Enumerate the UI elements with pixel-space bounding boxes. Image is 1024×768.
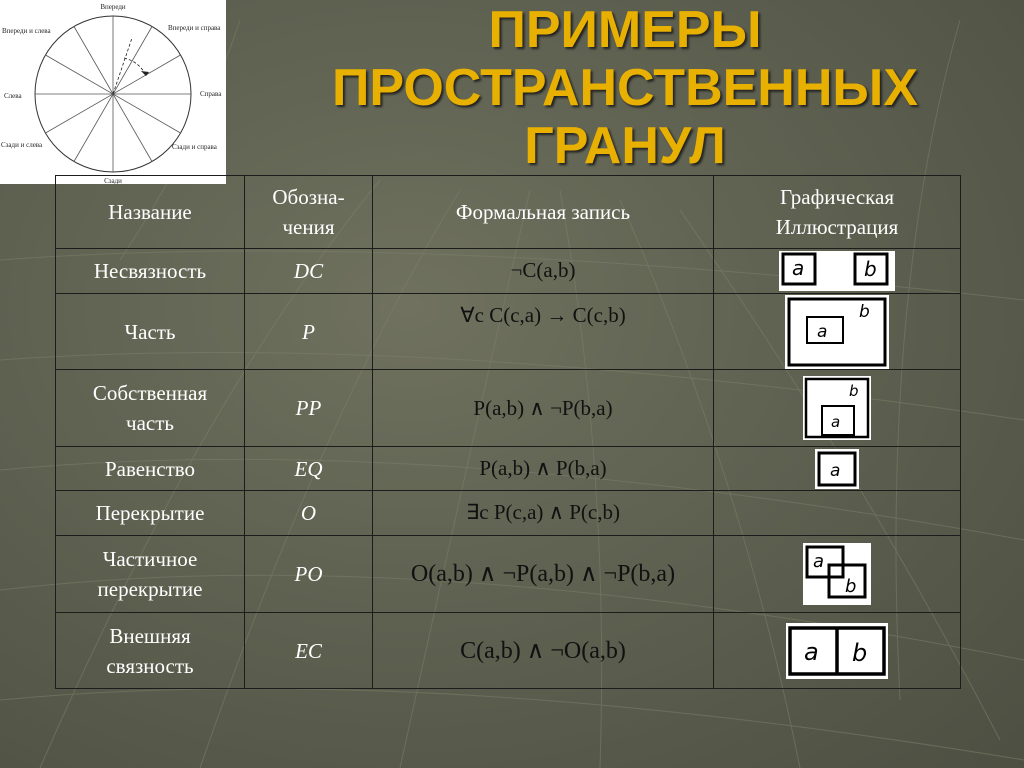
compass-back-left-label: Сзади и слева <box>1 141 43 149</box>
dc-illustration <box>778 249 896 293</box>
row-name: Несвязность <box>56 249 245 294</box>
row-symbol: EC <box>245 613 373 689</box>
row-illustration <box>714 370 961 447</box>
row-symbol: EQ <box>245 447 373 491</box>
p-label-b: b <box>859 301 870 322</box>
title-line-2: ПРОСТРАНСТВЕННЫХ <box>331 59 918 117</box>
row-illustration <box>714 447 961 491</box>
pp-label-a: a <box>831 413 841 431</box>
row-symbol: PO <box>245 536 373 613</box>
row-illustration <box>714 536 961 613</box>
header-graphic <box>714 176 961 249</box>
table-row <box>56 613 961 689</box>
p-illustration <box>785 295 889 369</box>
ec-label-a: a <box>804 637 819 666</box>
row-name: Часть <box>56 294 245 370</box>
row-name-line-2: связность <box>106 653 194 678</box>
row-name-line-1: Частичное <box>102 547 198 571</box>
ec-label-b: b <box>852 638 868 667</box>
header-graphic-line-1: Графическая <box>779 185 895 209</box>
table-row <box>56 536 961 613</box>
title-line-3: ГРАНУЛ <box>524 117 726 175</box>
row-illustration <box>714 294 961 370</box>
row-formula: P(a,b) ∧ ¬P(b,a) <box>373 370 714 447</box>
table-row <box>56 249 961 294</box>
compass-back-right-label: Сзади и справа <box>172 143 217 151</box>
pp-label-b: b <box>849 382 859 400</box>
row-formula: ∃c P(c,a) ∧ P(c,b) <box>373 491 714 536</box>
row-illustration <box>714 613 961 689</box>
row-formula: ¬C(a,b) <box>373 249 714 294</box>
pp-illustration <box>803 376 871 440</box>
table-header-row <box>56 176 961 249</box>
header-notation-line-1: Обозна- <box>272 185 345 209</box>
row-formula: ∀c C(c,a) → C(c,b) <box>373 294 714 370</box>
row-formula: C(a,b) ∧ ¬O(a,b) <box>373 613 714 689</box>
row-name-line-1: Собственная <box>92 381 208 405</box>
row-formula: P(a,b) ∧ P(b,a) <box>373 447 714 491</box>
row-name: Равенство <box>56 447 245 491</box>
eq-illustration <box>815 449 859 489</box>
granules-table <box>55 175 961 689</box>
table-row <box>56 370 961 447</box>
table-row <box>56 447 961 491</box>
compass-front-label: Впереди <box>100 3 126 11</box>
row-name-line-1: Внешняя <box>109 623 191 648</box>
eq-label-a: a <box>830 460 841 481</box>
p-label-a: a <box>817 321 828 342</box>
row-symbol: P <box>245 294 373 370</box>
header-notation-line-2: чения <box>282 215 335 239</box>
row-formula: O(a,b) ∧ ¬P(a,b) ∧ ¬P(b,a) <box>373 536 714 613</box>
row-symbol: O <box>245 491 373 536</box>
row-name-line-2: перекрытие <box>97 577 203 601</box>
slide-title <box>226 0 1024 175</box>
row-name: Перекрытие <box>56 491 245 536</box>
ec-illustration <box>786 623 888 679</box>
row-illustration <box>714 249 961 294</box>
row-name <box>56 536 245 613</box>
compass-left-label: Слева <box>4 92 22 100</box>
compass-back-label: Сзади <box>104 177 122 184</box>
row-symbol: DC <box>245 249 373 294</box>
compass-front-right-label: Впереди и справа <box>168 24 221 32</box>
table-row <box>56 294 961 370</box>
po-label-b: b <box>845 576 857 597</box>
row-symbol: PP <box>245 370 373 447</box>
row-name <box>56 370 245 447</box>
compass-front-left-label: Впереди и слева <box>2 27 51 35</box>
dc-label-a: a <box>792 256 805 280</box>
direction-compass-figure <box>0 0 226 184</box>
header-notation <box>245 176 373 249</box>
row-name-line-2: часть <box>126 411 174 435</box>
dc-label-b: b <box>864 257 877 281</box>
po-label-a: a <box>813 551 825 572</box>
title-line-1: ПРИМЕРЫ <box>488 1 762 59</box>
header-graphic-line-2: Иллюстрация <box>775 215 899 239</box>
po-illustration <box>803 543 871 605</box>
header-formal: Формальная запись <box>373 176 714 249</box>
table-row <box>56 491 961 536</box>
header-name: Название <box>56 176 245 249</box>
compass-right-label: Справа <box>200 90 222 98</box>
row-name <box>56 613 245 689</box>
row-illustration <box>714 491 961 536</box>
